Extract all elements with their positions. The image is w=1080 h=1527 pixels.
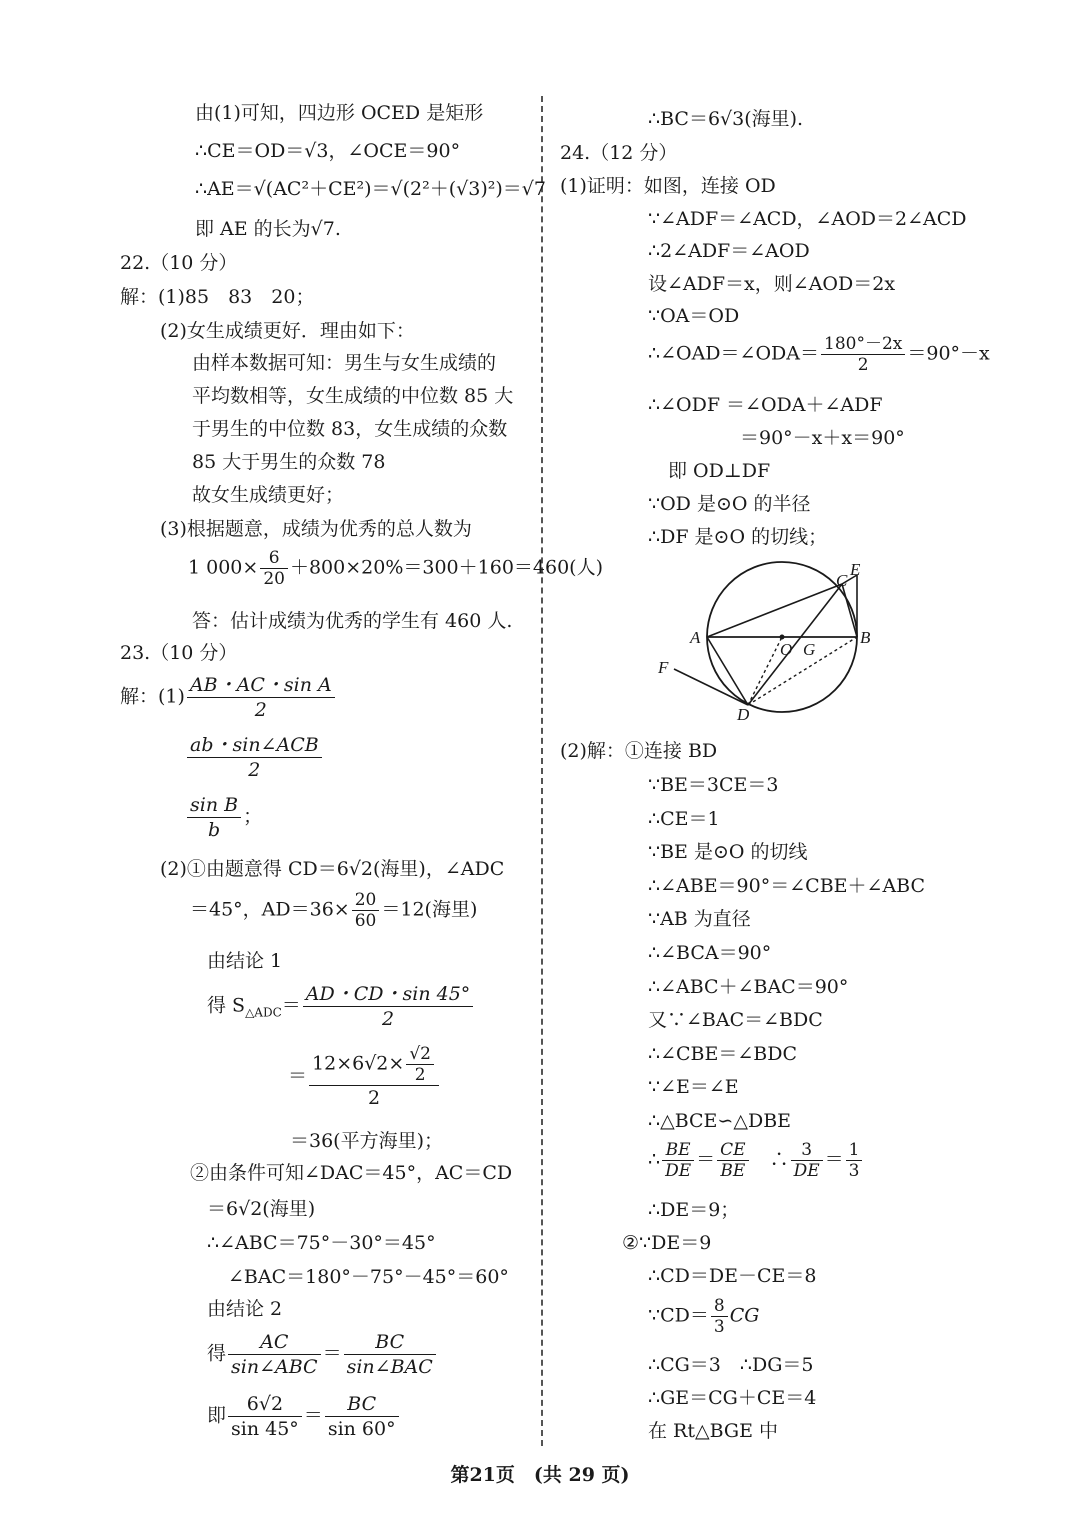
question-number-22: 22.（10 分） (120, 252, 238, 274)
text-line: 在 Rt△BGE 中 (648, 1420, 778, 1442)
fraction (228, 1392, 302, 1441)
formula-line (190, 890, 477, 931)
fraction (791, 1140, 823, 1181)
fraction (325, 1392, 399, 1441)
label-c: C (836, 571, 848, 590)
formula-part: ＝ (322, 1342, 342, 1365)
text-line: ∵AB 为直径 (648, 908, 751, 930)
denominator: 2 (414, 1065, 426, 1085)
text-line: ∵BE 是⊙O 的切线 (648, 841, 808, 863)
numerator: 6 (260, 548, 288, 569)
denominator: BE (720, 1161, 746, 1181)
text-line: ∠BAC＝180°－75°－45°＝60° (228, 1266, 509, 1288)
label-e: E (850, 560, 861, 579)
text-line: ∵∠E＝∠E (648, 1076, 739, 1098)
text-line: ∴∠ABE＝90°＝∠CBE＋∠ABC (648, 875, 926, 897)
text-line: 于男生的中位数 83，女生成绩的众数 (192, 418, 508, 440)
formula-part: ＝90°－x (907, 342, 990, 365)
formula-part: ∴ (750, 1148, 789, 1171)
text-line: 又∵∠BAC＝∠BDC (648, 1009, 823, 1031)
text-line: ＝36(平方海里)； (290, 1130, 444, 1152)
fraction (228, 1330, 321, 1379)
text-line: (1)证明：如图，连接 OD (560, 175, 776, 197)
circle-tangent-diagram (650, 555, 890, 730)
text-line: ＝6√2(海里) (207, 1198, 316, 1220)
fraction (303, 982, 474, 1031)
formula-part: ∴ (648, 1148, 661, 1171)
text-line: 答：估计成绩为优秀的学生有 460 人. (192, 610, 513, 632)
denominator: 20 (263, 569, 285, 589)
formula-line (648, 1140, 864, 1181)
text-line: ∵OA＝OD (648, 305, 740, 327)
formula-part: ； (243, 805, 263, 828)
numerator: AB・AC・sin A (187, 673, 335, 698)
text-line: 平均数相等，女生成绩的中位数 85 大 (192, 385, 514, 407)
text-line: (3)根据题意，成绩为优秀的总人数为 (160, 518, 472, 540)
text-line: 由结论 2 (207, 1298, 283, 1320)
text-line: ∴∠ABC＋∠BAC＝90° (648, 976, 849, 998)
text-line: ∴2∠ADF＝∠AOD (648, 240, 810, 262)
formula-line (207, 1392, 401, 1441)
text-line: 由样本数据可知：男生与女生成绩的 (192, 352, 497, 374)
formula-line (207, 1330, 438, 1379)
numerator: AC (228, 1330, 321, 1355)
text-line: 故女生成绩更好； (192, 484, 345, 506)
label-a: A (690, 628, 701, 647)
formula-part: ＝ (824, 1148, 844, 1171)
center-point (780, 635, 785, 640)
formula-line (185, 793, 262, 842)
formula-part: 得 (207, 1342, 227, 1365)
formula-line (185, 733, 324, 782)
fraction (352, 890, 380, 931)
question-number-24: 24.（12 分） (560, 142, 678, 164)
fraction (406, 1044, 434, 1085)
fraction (662, 1140, 694, 1181)
text-line: ∴CG＝3 ∴DG＝5 (648, 1354, 814, 1376)
text-line: ∵BE＝3CE＝3 (648, 774, 779, 796)
numerator: 6√2 (228, 1392, 302, 1417)
formula-part: ＝ (281, 994, 301, 1017)
denominator: sin∠ABC (231, 1356, 318, 1378)
label-d: D (737, 705, 750, 724)
text-line: 解：(1)85 83 20； (120, 286, 315, 308)
column-divider (541, 96, 543, 1446)
text-line: (2)①由题意得 CD＝6√2(海里)，∠ADC (160, 858, 505, 880)
text-line: ∴∠ODF ＝∠ODA＋∠ADF (648, 394, 883, 416)
formula-line (648, 1296, 759, 1337)
text-line: ∴GE＝CG＋CE＝4 (648, 1387, 817, 1409)
fraction (821, 334, 905, 375)
numerator: BE (662, 1140, 694, 1161)
formula-part: ＋800×20%＝300＋160＝460(人) (289, 556, 604, 579)
denominator: sin 45° (231, 1418, 299, 1440)
text-line: ∴DF 是⊙O 的切线； (648, 526, 828, 548)
formula-part: ＝ (288, 1065, 308, 1087)
denominator: b (207, 819, 221, 841)
fraction (711, 1296, 728, 1337)
numerator: √2 (406, 1044, 434, 1065)
page-number-footer: 第21页 (共 29 页) (450, 1464, 630, 1486)
text-line: (2)女生成绩更好．理由如下： (160, 320, 415, 342)
formula-part: 解：(1) (120, 685, 185, 708)
text-line: (2)解：①连接 BD (560, 740, 718, 762)
numerator: BC (325, 1392, 399, 1417)
text-line: ∴△BCE∽△DBE (648, 1110, 792, 1132)
numerator (309, 1044, 439, 1086)
text-line: ∵∠ADF＝∠ACD，∠AOD＝2∠ACD (648, 208, 967, 230)
subscript: △ADC (245, 1005, 282, 1020)
label-g: G (803, 640, 816, 659)
text-line: 即 AE 的长为√7. (195, 218, 341, 240)
text-line: ∴CE＝OD＝√3，∠OCE＝90° (195, 140, 461, 162)
formula-part: ＝ (303, 1404, 323, 1427)
formula-part: ＝12(海里) (381, 898, 478, 921)
formula-part: 得 S (207, 994, 246, 1017)
formula-line (120, 673, 337, 722)
text-line: ＝90°－x＋x＝90° (740, 427, 905, 449)
denominator: 3 (848, 1161, 860, 1181)
fraction (260, 548, 288, 589)
formula-part: ＝ (696, 1148, 716, 1171)
text-line: ∴∠CBE＝∠BDC (648, 1043, 798, 1065)
text-line: ∴AE＝√(AC²＋CE²)＝√(2²＋(√3)²)＝√7 (195, 178, 546, 200)
denominator: 60 (354, 911, 377, 931)
denominator: sin∠BAC (346, 1356, 433, 1378)
text-line: ∴DE＝9； (648, 1199, 740, 1221)
numerator: ab・sin∠ACB (187, 733, 322, 758)
fraction (309, 1044, 439, 1110)
fraction (187, 793, 241, 842)
text-line: 由(1)可知，四边形 OCED 是矩形 (195, 102, 484, 124)
fraction (717, 1140, 748, 1181)
formula-line (188, 548, 603, 589)
text-line: ②∵DE＝9 (622, 1232, 712, 1254)
label-o: O (780, 640, 793, 659)
denominator: DE (665, 1161, 692, 1181)
formula-part: ＝45°，AD＝36× (190, 898, 350, 921)
text-line: ∴CE＝1 (648, 808, 720, 830)
numerator: 20 (352, 890, 380, 911)
text-line: ∴CD＝DE－CE＝8 (648, 1265, 817, 1287)
denominator: DE (793, 1161, 820, 1181)
text-line: ②由条件可知∠DAC＝45°，AC＝CD (190, 1162, 513, 1184)
text-line: ∴BC＝6√3(海里). (648, 108, 804, 130)
denominator: 2 (857, 355, 869, 375)
label-b: B (860, 628, 871, 647)
denominator: 2 (254, 699, 267, 721)
numerator: 3 (791, 1140, 823, 1161)
fraction (187, 673, 335, 722)
label-f: F (658, 658, 669, 677)
text-line: ∵OD 是⊙O 的半径 (648, 493, 811, 515)
fraction (344, 1330, 436, 1379)
fraction (846, 1140, 863, 1181)
numerator: sin B (187, 793, 241, 818)
numerator: CE (717, 1140, 748, 1161)
formula-line (288, 1044, 441, 1110)
fraction (187, 733, 322, 782)
numerator: AD・CD・sin 45° (303, 982, 474, 1007)
text-line: 由结论 1 (207, 950, 283, 972)
denominator: 3 (713, 1317, 725, 1337)
text-line: 即 OD⊥DF (668, 460, 771, 482)
segment-cb (842, 584, 857, 637)
formula-part: CG (729, 1304, 760, 1327)
text-line: ∴∠ABC＝75°－30°＝45° (207, 1232, 436, 1254)
formula-line (648, 334, 990, 375)
formula-part: 即 (207, 1404, 227, 1427)
numerator: BC (344, 1330, 436, 1355)
formula-part: ∴∠OAD＝∠ODA＝ (648, 342, 819, 365)
numerator: 180°－2x (821, 334, 905, 355)
formula-part: 1 000× (188, 556, 259, 579)
text-line: 设∠ADF＝x，则∠AOD＝2x (648, 273, 896, 295)
numerator: 8 (711, 1296, 728, 1317)
formula-line (207, 982, 475, 1031)
question-number-23: 23.（10 分） (120, 642, 238, 664)
text-line: ∴∠BCA＝90° (648, 942, 772, 964)
denominator: 2 (248, 759, 261, 781)
denominator: sin 60° (327, 1418, 396, 1440)
denominator: 2 (381, 1008, 395, 1030)
formula-part: ∵CD＝ (648, 1304, 709, 1327)
text-line: 85 大于男生的众数 78 (192, 451, 386, 473)
formula-part: 12×6√2× (312, 1052, 405, 1075)
denominator: 2 (367, 1087, 381, 1109)
numerator: 1 (846, 1140, 863, 1161)
